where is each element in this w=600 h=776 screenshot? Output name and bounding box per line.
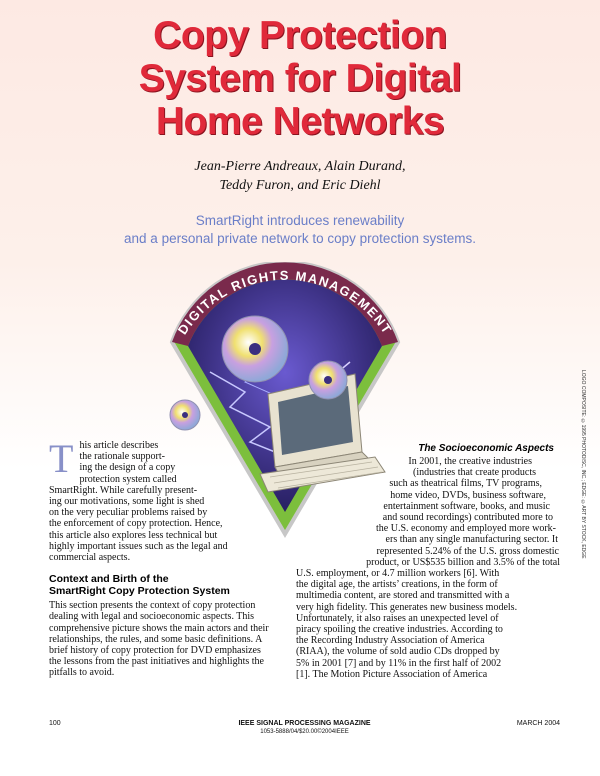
title-line: System for Digital [138, 57, 462, 100]
section-heading [49, 573, 294, 597]
issue-date: MARCH 2004 [516, 720, 560, 727]
image-credit: LOGO COMPOSITE: ©1995 PHOTODISC, INC.; EDGE: ©ART BY STOCK, EDGE [580, 370, 586, 559]
tagline-line: and a personal private network to copy protection systems. [124, 231, 476, 246]
text-line: highly important issues such as the legal and [49, 540, 228, 552]
text-line: dealing with legal and socioeconomic aspects. This [49, 611, 255, 623]
text-line: the Recording Industry Association of America [296, 635, 485, 647]
text-line: the digital age, the artists’ creations, in the form of [296, 579, 498, 591]
text-line: [1]. The Motion Picture Association of America [296, 668, 488, 680]
drop-cap: T [49, 436, 74, 481]
text-line: multimedia content, are stored and transmitted with a [296, 590, 510, 602]
text-line: product, or US$535 billion and 3.5% of the total [366, 556, 560, 568]
text-line: on the very peculiar problems raised by [49, 507, 208, 519]
page-footer [49, 720, 560, 744]
title-line: Copy Protection [153, 14, 447, 57]
heading-line: Context and Birth of the [49, 573, 169, 586]
text-line: This section presents the context of copy protection [49, 600, 256, 612]
page-number: 100 [49, 720, 61, 727]
heading-line: SmartRight Copy Protection System [49, 585, 230, 598]
author-line: Jean-Pierre Andreaux, Alain Durand, [194, 159, 406, 174]
text-line: pitfalls to avoid. [49, 667, 115, 679]
text-line: home video, DVDs, business software, [390, 489, 546, 501]
banner-label: DIGITAL RIGHTS MANAGEMENT [174, 267, 396, 338]
text-line: U.S. employment, or 4.7 million workers [6]. With [296, 568, 500, 580]
author-line: Teddy Furon, and Eric Diehl [219, 178, 381, 193]
intro-paragraph [49, 436, 294, 564]
left-column [49, 436, 294, 679]
text-line: the lessons from the past initiatives and highlights the [49, 656, 264, 668]
right-column [296, 443, 560, 680]
text-line: piracy spoiling the creative industries. According to [296, 624, 503, 636]
text-line: such as theatrical films, TV programs, [389, 478, 542, 490]
text-line: Unfortunately, it also raises an unexpected level of [296, 612, 499, 624]
text-line: and sound recordings) contributed more to [382, 512, 553, 524]
text-line: his article describes [79, 440, 159, 451]
article-title [0, 14, 600, 143]
text-line: 5% in 2001 [7] and by 11% in the first half of 2002 [296, 657, 502, 669]
issn-line: 1053-5888/04/$20.00©2004IEEE [260, 729, 349, 735]
text-line: protection system called [79, 473, 177, 485]
author-list [0, 157, 600, 195]
text-line: this article also explores less technical but [49, 529, 218, 541]
text-line: the U.S. economy and employed more work- [376, 523, 556, 535]
text-line: brief history of copy protection for DVD emphasizes [49, 645, 261, 657]
cd-disc [170, 400, 200, 430]
section-paragraph [296, 456, 560, 680]
cd-disc [309, 361, 347, 399]
text-line: entertainment software, books, and music [383, 500, 550, 512]
magazine-name: IEEE SIGNAL PROCESSING MAGAZINE [238, 720, 371, 727]
text-line: the rationale support- [79, 451, 165, 463]
text-line: ing the design of a copy [79, 462, 176, 474]
cd-disc [222, 316, 288, 382]
text-line: SmartRight. While carefully present- [49, 484, 198, 496]
text-line: relationships, the rules, and some basic definitions. A [49, 633, 263, 645]
text-line: the enforcement of copy protection. Hence, [49, 518, 223, 530]
text-line: ers than any single manufacturing sector. It [385, 534, 558, 546]
article-tagline [0, 212, 600, 248]
section-paragraph [49, 600, 294, 678]
text-line: ing our motivations, some light is shed [49, 496, 205, 508]
section-heading: The Socioeconomic Aspects [418, 443, 554, 454]
text-line: comprehensive picture shows the main actors and their [49, 622, 269, 634]
text-line: represented 5.24% of the U.S. gross domestic [376, 545, 559, 557]
title-line: Home Networks [155, 100, 445, 143]
tagline-line: SmartRight introduces renewability [195, 213, 405, 228]
text-line: commercial aspects. [49, 552, 131, 564]
text-line: In 2001, the creative industries [408, 456, 532, 467]
text-line: (RIAA), the volume of sold audio CDs dropped by [296, 646, 500, 658]
text-line: (industries that create products [412, 467, 536, 479]
text-line: very high fidelity. This generates new business models. [296, 601, 518, 613]
